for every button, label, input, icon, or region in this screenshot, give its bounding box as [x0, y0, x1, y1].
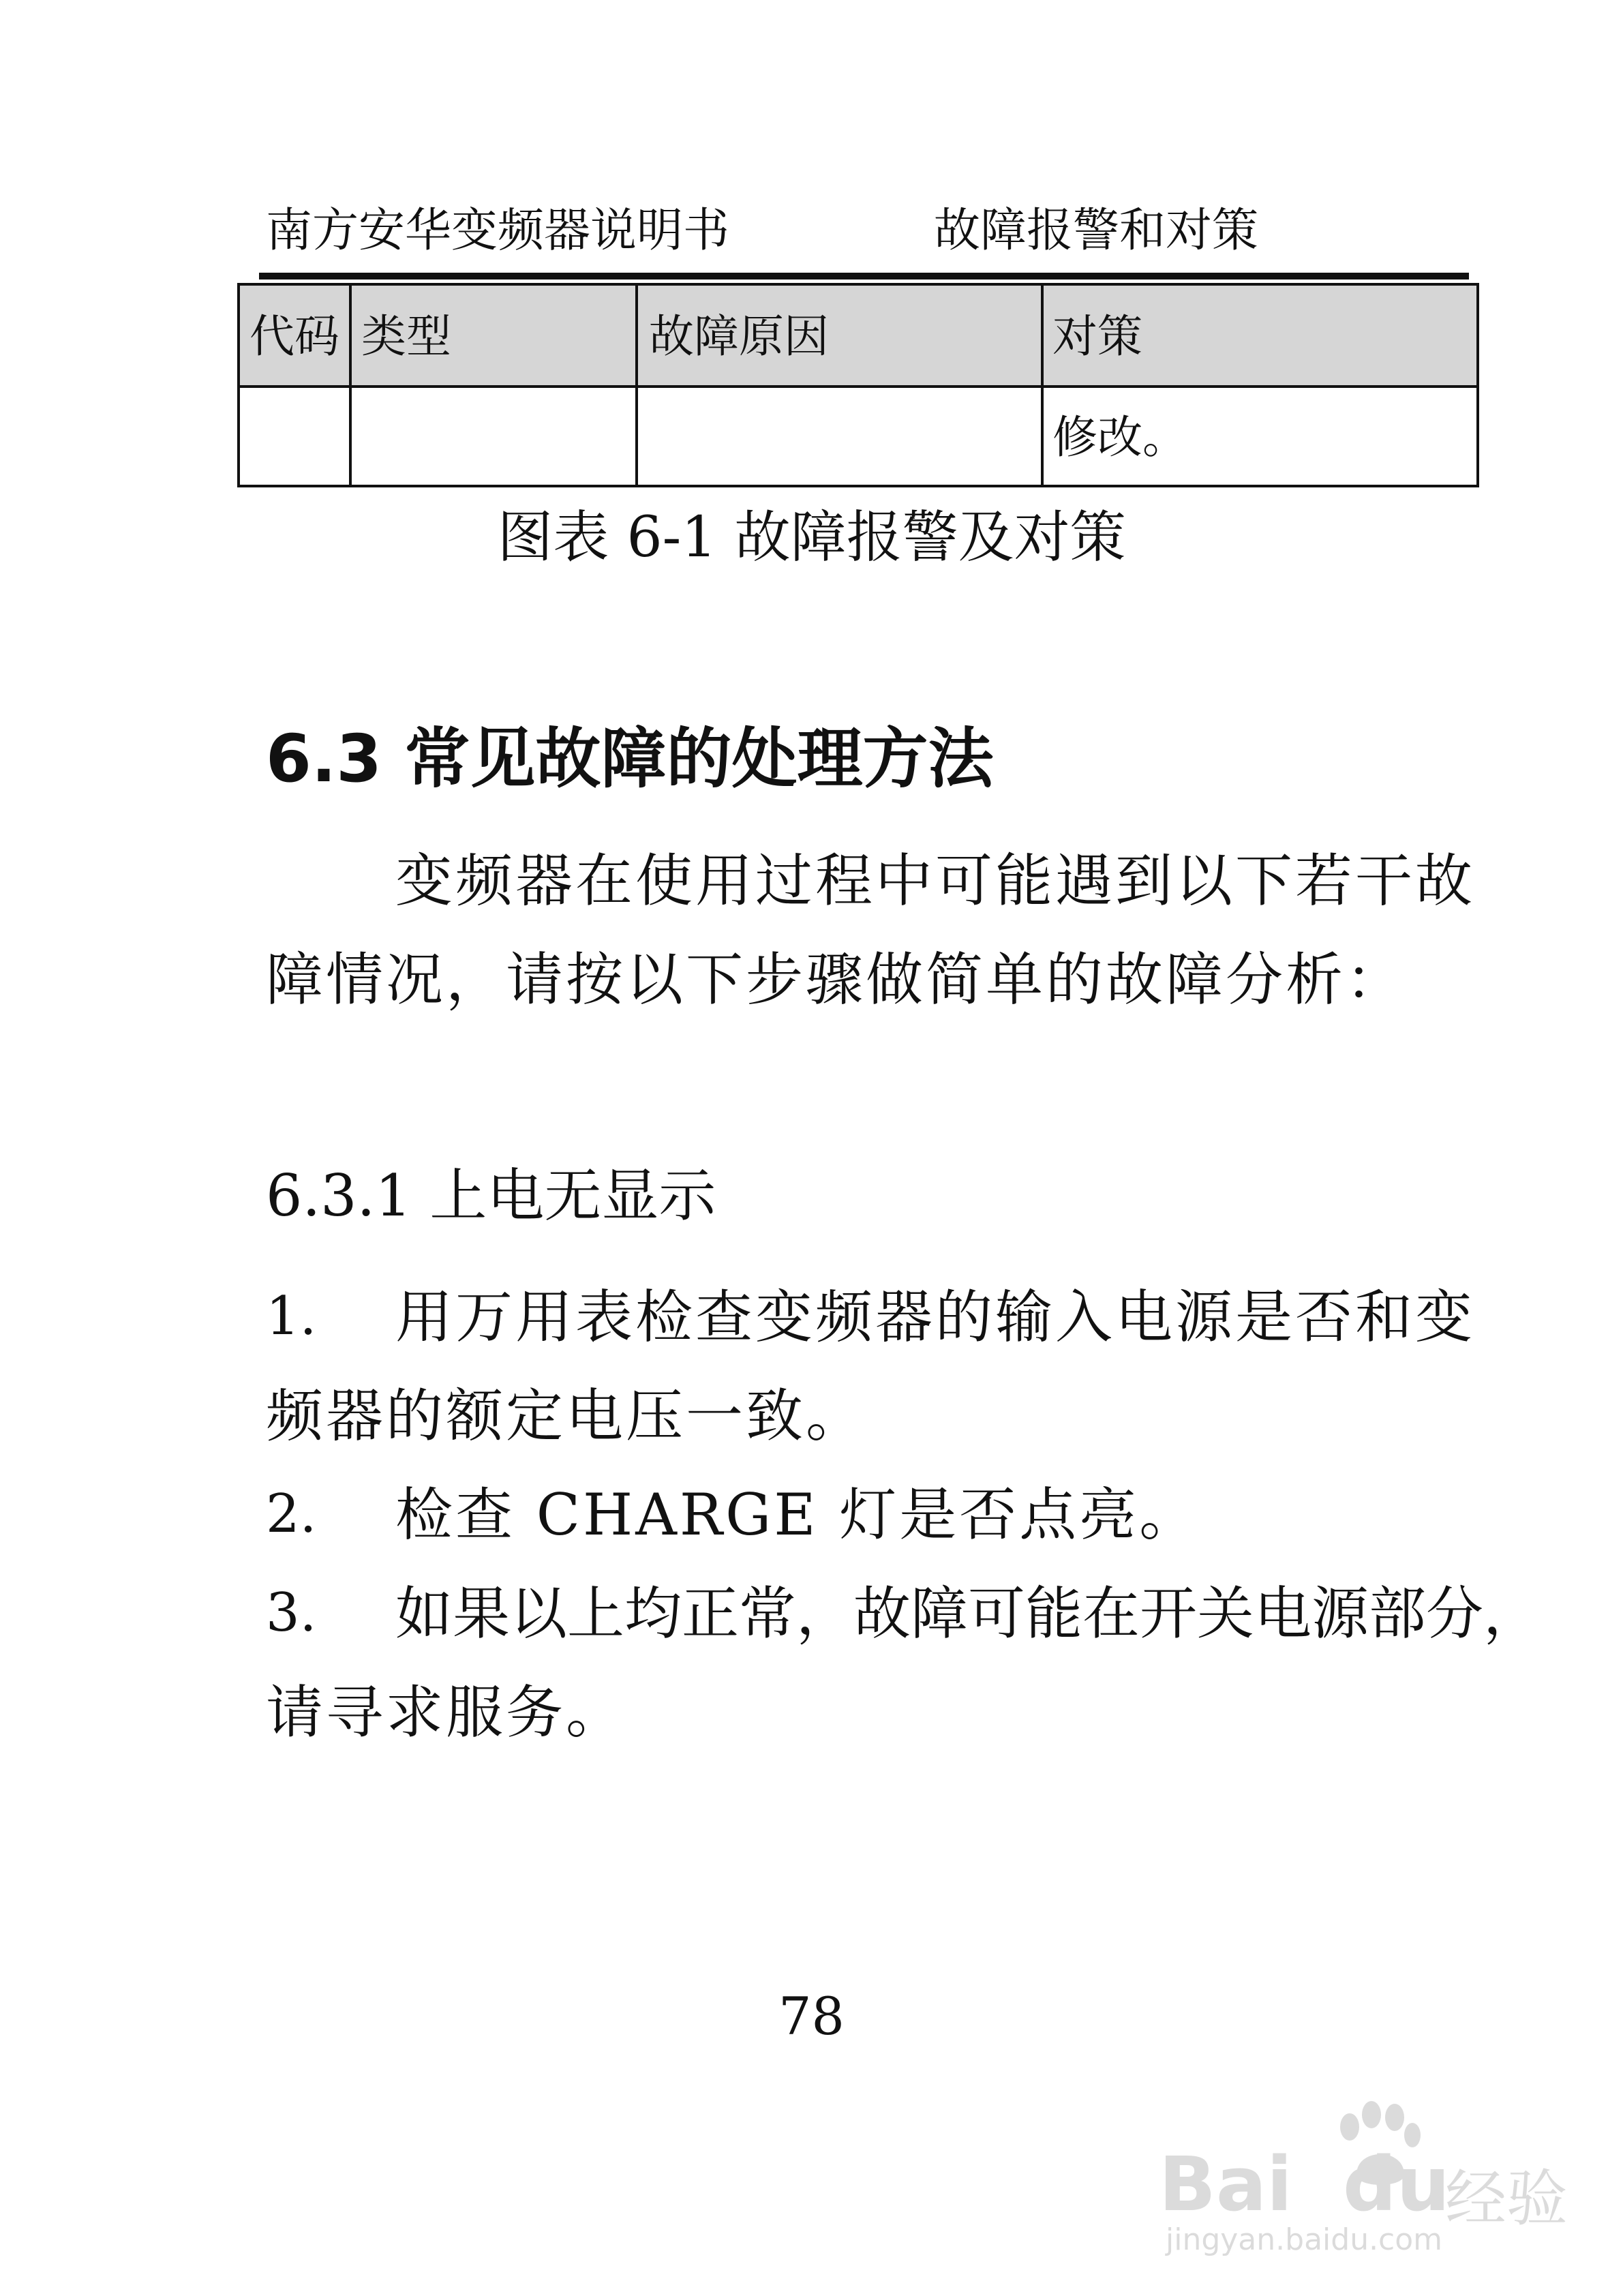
watermark-url: jingyan.baidu.com: [1166, 2222, 1443, 2257]
list-item-text: 请寻求服务。: [266, 1679, 626, 1746]
subsection-title: 6.3.1 上电无显示: [266, 1162, 716, 1229]
list-item-text: 用万用表检查变频器的输入电源是否和变: [395, 1284, 1476, 1350]
column-divider: [349, 286, 352, 485]
column-divider: [635, 286, 638, 485]
table-header-cause: 故障原因: [649, 310, 829, 363]
page-number: 78: [778, 1986, 845, 2046]
section-title: 6.3 常见故障的处理方法: [266, 721, 994, 797]
column-divider: [1041, 286, 1044, 485]
table-header-countermeasure: 对策: [1052, 310, 1142, 363]
watermark-cn: 经验: [1445, 2163, 1568, 2235]
header-rule: [259, 273, 1469, 280]
header-document-title: 南方安华变频器说明书: [266, 204, 730, 258]
watermark-brand-du: du: [1343, 2141, 1451, 2228]
section-intro-line: 变频器在使用过程中可能遇到以下若干故: [395, 847, 1476, 914]
list-item-number: 3.: [266, 1582, 317, 1644]
baidu-jingyan-watermark: [1159, 2100, 1568, 2257]
table-caption: 图表 6-1 故障报警及对策: [497, 505, 1126, 570]
table-header-type: 类型: [361, 310, 451, 363]
list-item-number: 2.: [266, 1483, 317, 1545]
table-cell: 修改。: [1052, 411, 1187, 464]
list-item-number: 1.: [266, 1286, 317, 1347]
list-item-text: 如果以上均正常，故障可能在开关电源部分，: [395, 1580, 1541, 1647]
header-chapter-title: 故障报警和对策: [934, 204, 1259, 258]
table-header-code: 代码: [249, 310, 339, 363]
watermark-brand: Bai: [1159, 2141, 1292, 2228]
section-intro-line: 障情况，请按以下步骤做简单的故障分析：: [266, 946, 1406, 1013]
list-item-text: 频器的额定电压一致。: [266, 1383, 866, 1449]
list-item-text: 检查 CHARGE 灯是否点亮。: [395, 1481, 1200, 1548]
fault-table: [237, 283, 1479, 487]
